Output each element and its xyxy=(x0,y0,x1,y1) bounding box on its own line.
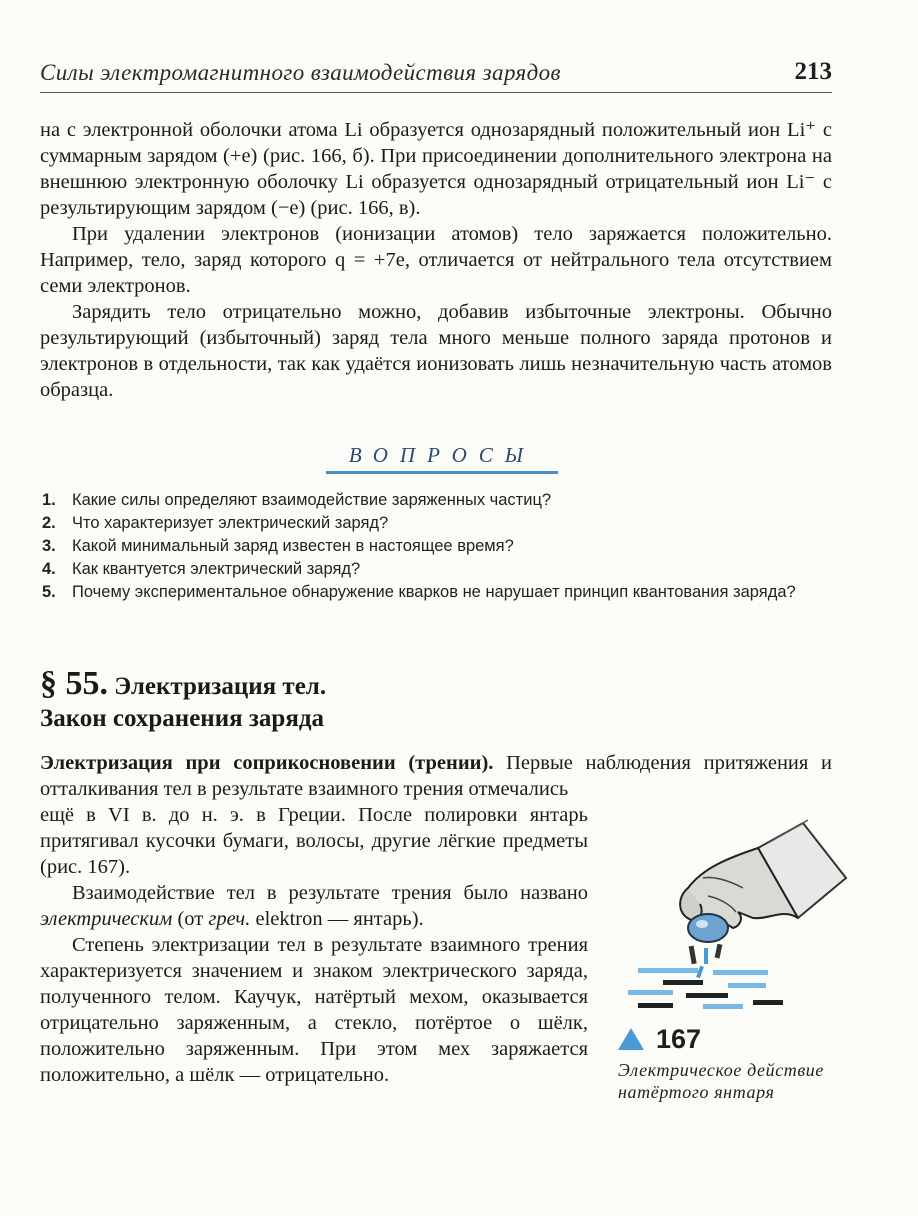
body-paragraph-1-rest: ещё в VI в. до н. э. в Греции. После полировки янтарь притягивал кусочки бумаги, волосы, другие лёгкие предметы (рис. 167). xyxy=(40,804,588,878)
question-number: 3. xyxy=(42,537,56,555)
figure-number-line xyxy=(618,1024,848,1055)
question-text: Как квантуется электрический заряд? xyxy=(72,560,361,578)
question-number: 5. xyxy=(42,583,56,601)
questions-heading-label: ВОПРОСЫ xyxy=(348,443,536,467)
body-paragraph-2-before: Взаимодействие тел в результате трения было названо xyxy=(72,882,588,904)
question-item xyxy=(40,558,832,581)
question-text: Что характеризует электрический заряд? xyxy=(72,514,389,532)
figure-167-illustration xyxy=(608,808,848,1038)
section-heading xyxy=(40,665,832,735)
intro-paragraph-1: на с электронной оболочки атома Li образуется однозарядный положительный ион Li⁺ с суммарным зарядом (+e) (рис. 166, б). При присоединении дополнительного электрона на внешнюю электронную оболочку Li образуется однозарядный отрицательный ион Li⁻ с результирующим зарядом (−e) (рис. 166, в). xyxy=(40,119,832,219)
question-item xyxy=(40,489,832,512)
intro-paragraph-2: При удалении электронов (ионизации атомов) тело заряжается положительно. Например, тело, заряд которого q = +7e, отличается от нейтрального тела отсутствием семи электронов. xyxy=(40,223,832,297)
questions-heading-underline xyxy=(326,471,558,474)
figure-caption xyxy=(618,1024,848,1103)
question-number: 1. xyxy=(42,491,56,509)
question-item xyxy=(40,512,832,535)
figure-caption-text: Электрическое действие натёртого янтаря xyxy=(618,1060,824,1102)
body-paragraph-1-lead xyxy=(40,750,832,802)
question-item xyxy=(40,535,832,558)
body-paragraph-2-after: elektron — янтарь). xyxy=(250,908,424,930)
running-header xyxy=(40,58,832,90)
triangle-marker-icon xyxy=(618,1028,644,1050)
question-text: Какой минимальный заряд известен в настоящее время? xyxy=(72,537,514,555)
section-heading-line-1 xyxy=(40,665,832,703)
term-electric: электрическим xyxy=(40,908,173,930)
questions-heading xyxy=(326,443,558,473)
question-item xyxy=(40,581,832,604)
figure-number: 167 xyxy=(656,1024,702,1054)
greek-abbrev: греч. xyxy=(208,908,251,930)
body-paragraph-3: Степень электризации тел в результате взаимного трения характеризуется значением и знаком электрического заряда, полученного телом. Каучук, натёртый мехом, оказывается отрицательно заряженным, а стекло, потёртое о шёлк, положительно заряженным. При этом мех заряжается положительно, а шёлк — отрицательно. xyxy=(40,934,588,1086)
section-title-line-1: Электризация тел. xyxy=(114,673,327,700)
header-rule xyxy=(40,92,832,93)
intro-paragraph-3: Зарядить тело отрицательно можно, добавив избыточные электроны. Обычно результирующий (избыточный) заряд тела много меньше полного заряда протонов и электронов в отдельности, так как удаётся ионизовать лишь незначительную часть атомов образца. xyxy=(40,301,832,401)
question-text: Какие силы определяют взаимодействие заряженных частиц? xyxy=(72,491,552,509)
hand-amber-image xyxy=(608,808,848,1038)
questions-list xyxy=(40,489,832,604)
body-paragraph-2-mid: (от xyxy=(172,908,209,930)
body-paragraph-1-first: Первые наблюдения притяжения и отталкивания тел в результате взаимного трения отмечались xyxy=(40,752,833,800)
section-title-line-2: Закон сохранения заряда xyxy=(40,705,325,732)
question-number: 2. xyxy=(42,514,56,532)
question-text: Почему экспериментальное обнаружение кварков не нарушает принцип квантования заряда? xyxy=(72,583,796,601)
question-number: 4. xyxy=(42,560,56,578)
intro-text xyxy=(40,117,832,403)
section-number: § 55. xyxy=(40,665,108,702)
run-in-heading: Электризация при соприкосновении (трении). xyxy=(40,752,494,774)
running-header-title: Силы электромагнитного взаимодействия зарядов xyxy=(40,60,561,85)
page-number: 213 xyxy=(794,58,832,85)
body-paragraph-2 xyxy=(40,880,588,932)
body-text-column xyxy=(40,802,588,1088)
